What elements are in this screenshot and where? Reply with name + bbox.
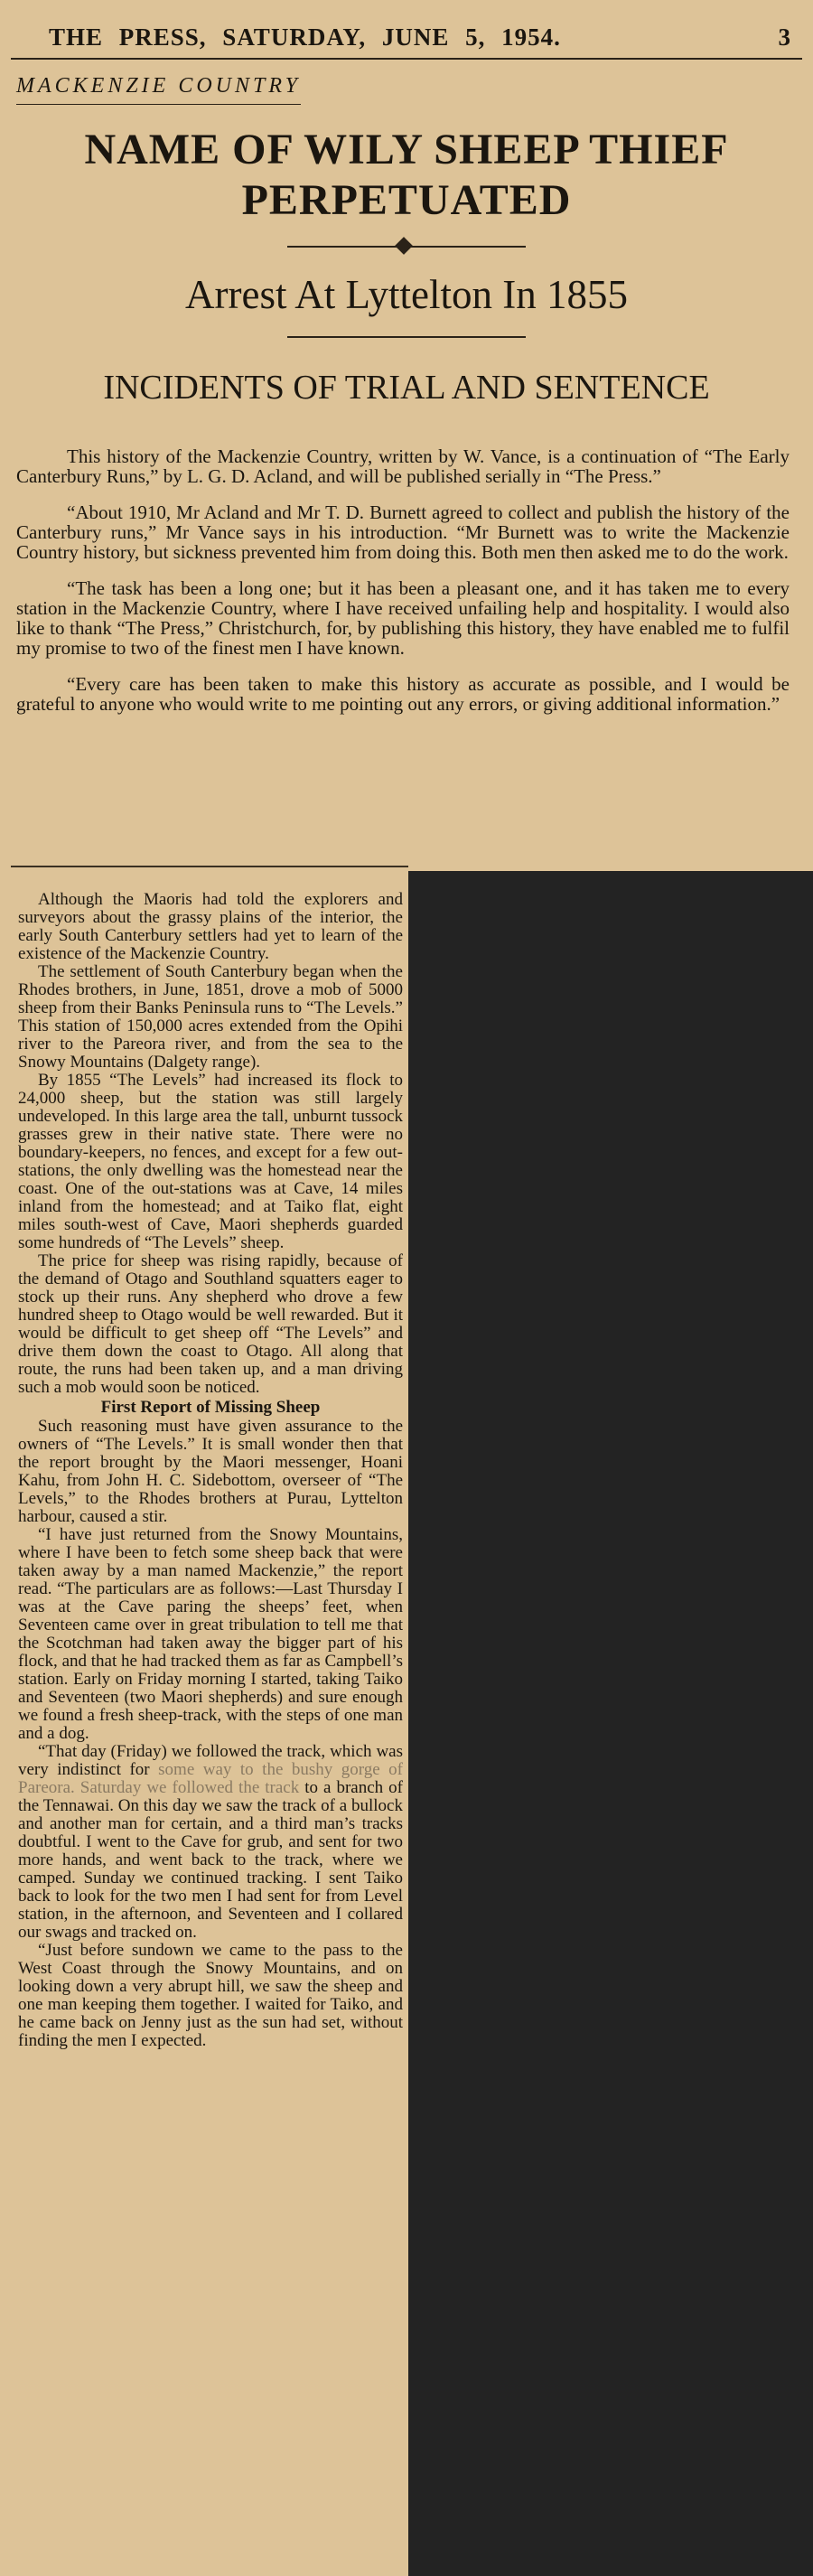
body-paragraph: The settlement of South Canterbury began when the Rhodes brothers, in June, 1851, drove a mob of 5000 sheep from their Banks Peninsula runs to “The Levels.” This station of 150,000 acres extended from the Opihi river to the Pareora river, and from the sea to the Snowy Mountains (Dalgety range). (18, 962, 403, 1072)
intro-paragraph: “Every care has been taken to make this history as accurate as possible, and I would be grateful to anyone who would write to me pointing out any errors, or giving additional information.” (16, 673, 790, 715)
intro-paragraph: This history of the Mackenzie Country, written by W. Vance, is a continuation of “The Early Canterbury Runs,” by L. G. D. Acland, and will be published serially in “The Press.” (16, 445, 790, 487)
section-kicker: MACKENZIE COUNTRY (16, 74, 301, 105)
body-text: “That day (Friday) we followed the track, which was very indistinct for (18, 1742, 403, 1779)
intro-block (16, 446, 790, 730)
column-top-rule (11, 866, 408, 867)
faded-text: some way to the bushy gorge of Pareora. Saturday we followed the track (18, 1760, 404, 1797)
intro-paragraph: “About 1910, Mr Acland and Mr T. D. Burnett agreed to collect and publish the history of the Canterbury runs,” Mr Vance says in his introduction. “Mr Burnett was to write the Mackenzie Country history, but sickness prevented him from doing this. Both men then asked me to do the work. (16, 501, 790, 563)
body-paragraph: Although the Maoris had told the explorers and surveyors about the grassy plains of the interior, the early South Canterbury settlers had yet to learn of the existence of the Mackenzie Country. (18, 890, 403, 963)
masthead (11, 13, 802, 60)
body-paragraph (18, 1743, 403, 1942)
headline: NAME OF WILY SHEEP THIEF PERPETUATED (84, 126, 729, 224)
masthead-dateline: THE PRESS, SATURDAY, JUNE 5, 1954. (49, 23, 561, 51)
divider-rule (287, 336, 526, 338)
body-paragraph: Such reasoning must have given assurance to the owners of “The Levels.” It is small wonder then that the report brought by the Maori messenger, Hoani Kahu, from John H. C. Sidebottom, overseer of “The Levels,” to the Rhodes brothers at Purau, Lyttelton harbour, caused a stir. (18, 1417, 403, 1526)
article-column (18, 891, 403, 2050)
secondary-subheadline: INCIDENTS OF TRIAL AND SENTENCE (103, 369, 710, 407)
body-paragraph: By 1855 “The Levels” had increased its flock to 24,000 sheep, but the station was still largely undeveloped. In this large area the tall, unburnt tussock grasses grew in their native state. There were no boundary-keepers, no fences, and except for a few out-stations, the only dwelling was the homestead near the coast. One of the out-stations was at Cave, 14 miles inland from the homestead; and at Taiko flat, eight miles south-west of Cave, Maori shepherds guarded some hundreds of “The Levels” sheep. (18, 1071, 403, 1252)
section-subheading: First Report of Missing Sheep (100, 1398, 321, 1417)
dark-background-panel (408, 871, 813, 2576)
body-paragraph: “I have just returned from the Snowy Mountains, where I have been to fetch some sheep back that were taken away by a man named Mackenzie,” the report read. “The particulars are as follows:—Last Thursday I was at the Cave paring the sheeps’ feet, when Seventeen came over in great tribulation to tell me that the Scotchman had taken away the bigger part of his flock, and that he had tracked them as far as Campbell’s station. Early on Friday morning I started, taking Taiko and Seventeen (two Maori shepherds) and sure enough we found a fresh sheep-track, with the steps of one man and a dog. (18, 1525, 403, 1743)
intro-paragraph: “The task has been a long one; but it has been a pleasant one, and it has taken me to every station in the Mackenzie Country, where I have received unfailing help and hospitality. I would also like to thank “The Press,” Christchurch, for, by publishing this history, they have enabled me to fulfil my promise to two of the finest men I have known. (16, 577, 790, 659)
body-paragraph: The price for sheep was rising rapidly, because of the demand of Otago and Southland squatters eager to stock up their runs. Any shepherd who drove a few hundred sheep to Otago would be well rewarded. But it would be difficult to get sheep off “The Levels” and drive them down the coast to Otago. All along that route, the runs had been taken up, and a man driving such a mob would soon be noticed. (18, 1251, 403, 1397)
diamond-ornament-icon (395, 237, 413, 255)
body-text: to a branch of the Tennawai. On this day we saw the track of a bullock and another man for certain, and a third man’s tracks doubtful. I went to the Cave for grub, and sent for two more hands, and went back to the track, where we camped. Sunday we continued tracking. I sent Taiko back to look for the two men I had sent for from Level station, in the afternoon, and Seventeen and I collared our swags and tracked on. (18, 1778, 404, 1942)
body-paragraph: “Just before sundown we came to the pass to the West Coast through the Snowy Mountains, and on looking down a very abrupt hill, we saw the sheep and one man keeping them together. I waited for Taiko, and he came back on Jenny just as the sun had set, without finding the men I expected. (18, 1941, 403, 2050)
page-number: 3 (778, 23, 791, 51)
subheadline: Arrest At Lyttelton In 1855 (185, 272, 628, 317)
